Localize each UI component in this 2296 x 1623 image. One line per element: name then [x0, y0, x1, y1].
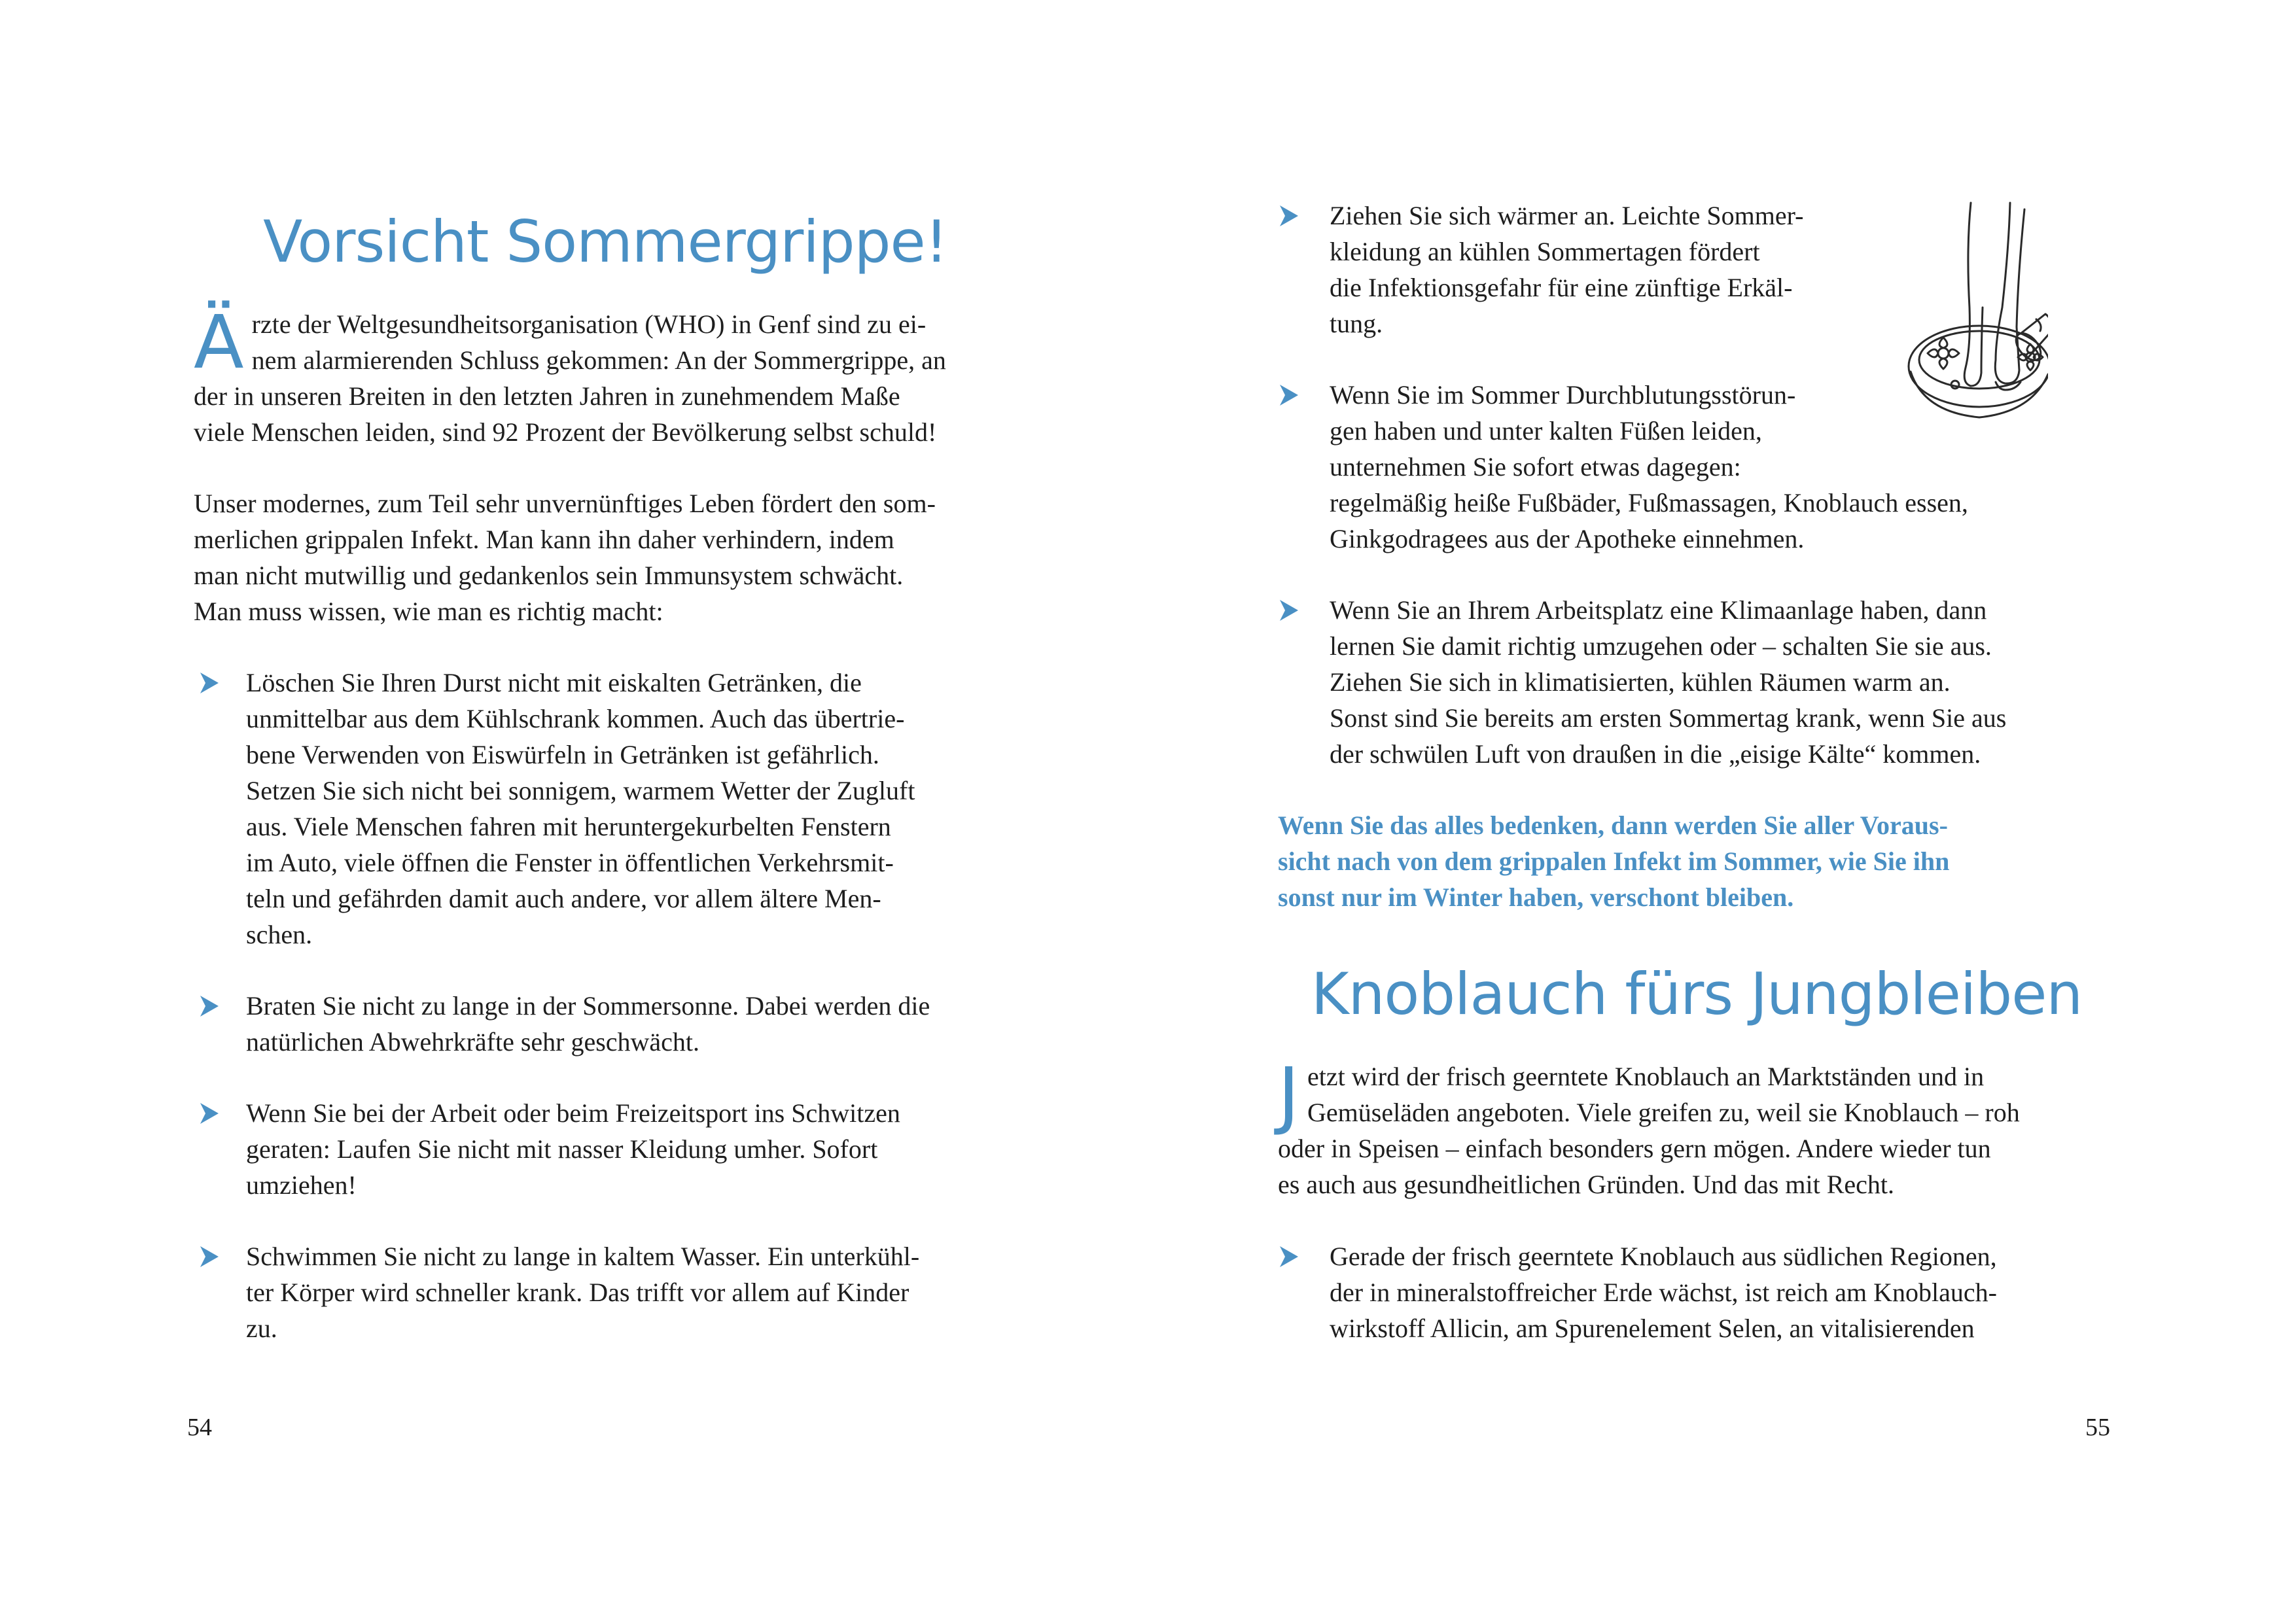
highlight-paragraph: Wenn Sie das alles bedenken, dann werden Sie aller Voraus- sicht nach von dem grippalen Infekt im Sommer, wie Sie ihn sonst nur im Winter haben, verschont bleiben. [1278, 811, 1950, 912]
list-item: Schwimmen Sie nicht zu lange in kaltem Wasser. Ein unterkühl- ter Körper wird schneller krank. Das trifft vor allem auf Kinder zu. [196, 1238, 1034, 1350]
dropcap: Ä [194, 300, 244, 385]
list-item: Gerade der frisch geerntete Knoblauch aus südlichen Regionen, der in mineralstoffreicher Erde wächst, ist reich am Knoblauch- wirkstoff Allicin, am Spurenelement Selen, an vitalisierenden [1276, 1238, 2113, 1350]
list-item: Wenn Sie bei der Arbeit oder beim Freizeitsport ins Schwitzen geraten: Laufen Sie nicht mit nasser Kleidung umher. Sofort umziehen! [196, 1095, 1034, 1206]
page-number: 55 [2085, 1414, 2110, 1441]
triangle-arrow-icon [1276, 203, 1302, 229]
triangle-arrow-icon [1276, 1244, 1302, 1270]
page-title: Vorsicht Sommergrippe! [263, 208, 947, 275]
section-title: Knoblauch fürs Jungbleiben [1311, 960, 2083, 1028]
list-item: Ziehen Sie sich wärmer an. Leichte Sommer- kleidung an kühlen Sommertagen fördert die Infektionsgefahr für eine zünftige Erkäl- tung. [1276, 198, 1878, 345]
list-item: Löschen Sie Ihren Durst nicht mit eiskalten Getränken, die unmittelbar aus dem Kühlschrank kommen. Auch das übertrie- bene Verwenden von Eiswürfeln in Getränken ist gefährlich. Setzen Sie sich nicht bei sonnigem, warmem Wetter der Zugluft aus. Viele Menschen fahren mit heruntergekurbelten Fenstern im Auto, viele öffnen die Fenster in öffentlichen Verkehrsmit- teln und gefährden damit auch andere, vor allem ältere Men- schen. [196, 665, 1034, 959]
intro-paragraph: J etzt wird der frisch geerntete Knoblauch an Marktständen und in Gemüseläden angeboten. Viele greifen zu, weil sie Knoblauch – roh oder in Speisen – einfach besonders gern mögen. Andere wieder tun es auch aus gesundheitlichen Gründen. Und das mit Recht. [1278, 1053, 2020, 1199]
triangle-arrow-icon [196, 1244, 222, 1270]
right-page [1148, 0, 2296, 1623]
triangle-arrow-icon [1276, 597, 1302, 623]
page-number: 54 [187, 1414, 212, 1441]
triangle-arrow-icon [196, 1100, 222, 1126]
list-item: Wenn Sie an Ihrem Arbeitsplatz eine Klimaanlage haben, dann lernen Sie damit richtig umzugehen oder – schalten Sie sie aus. Ziehen Sie sich in klimatisierten, kühlen Räumen warm an. Sonst sind Sie bereits am ersten Sommertag krank, wenn Sie aus der schwülen Luft von draußen in die „eisige Kälte“ kommen. [1276, 592, 2113, 775]
list-item: Braten Sie nicht zu lange in der Sommersonne. Dabei werden die natürlichen Abwehrkräfte sehr geschwächt. [196, 988, 1034, 1066]
triangle-arrow-icon [196, 993, 222, 1019]
triangle-arrow-icon [196, 670, 222, 696]
triangle-arrow-icon [1276, 382, 1302, 408]
intro-paragraph: Ä rzte der Weltgesundheitsorganisation (WHO) in Genf sind zu ei- nem alarmierenden Schluss gekommen: An der Sommergrippe, an der in unseren Breiten in den letzten Jahren in zunehmendem Maße viele Menschen leiden, sind 92 Prozent der Bevölkerung selbst schuld! [194, 300, 946, 447]
body-paragraph: Unser modernes, zum Teil sehr unvernünftiges Leben fördert den som- merlichen grippalen Infekt. Man kann ihn daher verhindern, indem man nicht mutwillig und gedankenlos sein Immunsystem schwächt. Man muss wissen, wie man es richtig macht: [194, 489, 936, 626]
dropcap: J [1278, 1053, 1300, 1138]
list-item: Wenn Sie im Sommer Durchblutungsstörun- gen haben und unter kalten Füßen leiden, unternehmen Sie sofort etwas dagegen: regelmäßig heiße Fußbäder, Fußmassagen, Knoblauch essen, Ginkgodragees aus der Apotheke einnehmen. [1276, 377, 2113, 560]
